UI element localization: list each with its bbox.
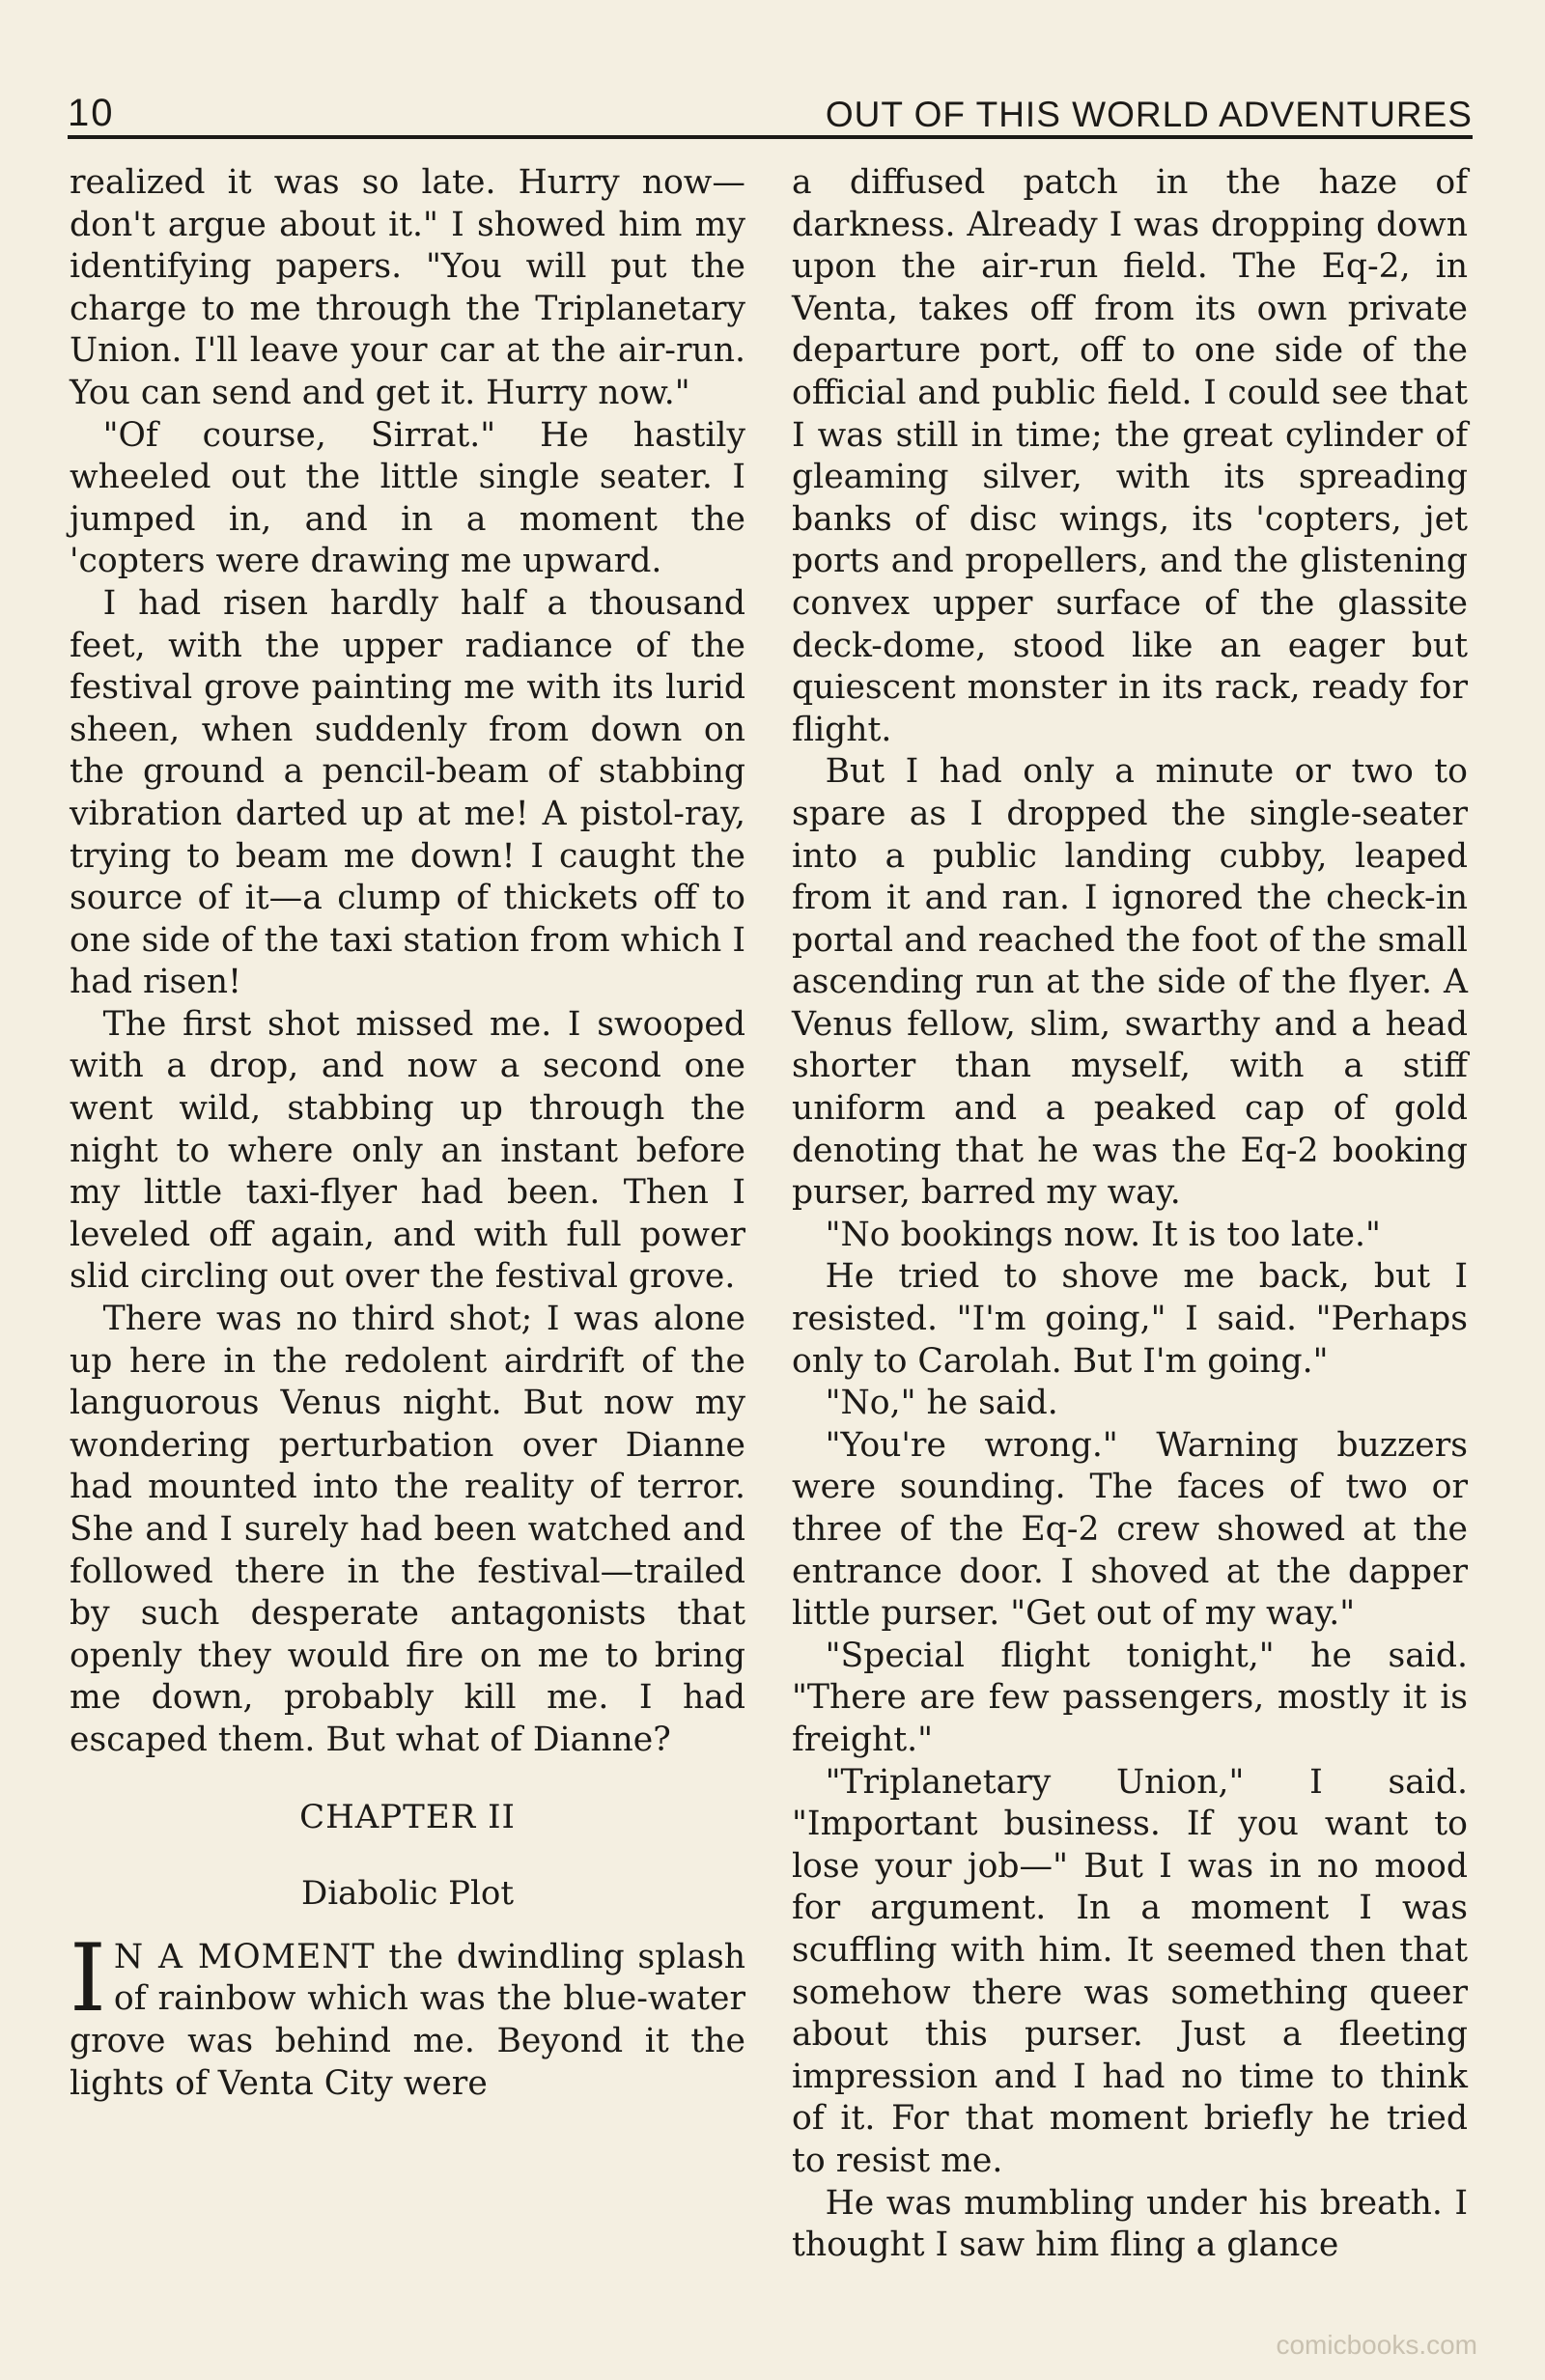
chapter-title: Diabolic Plot bbox=[300, 1874, 515, 1914]
chapter-opening-text: the dwindling splash of rainbow which was the blue-water grove was behind me. Beyond it the lights of Venta City were bbox=[70, 1937, 746, 2103]
paragraph: But I had only a minute or two to spare as I dropped the single-seater into a public landing cubby, leaped from it and ran. I ignored the check-in portal and reached the foot of the small ascending run at the side of the flyer. A Venus fellow, slim, swarthy and a head shorter than myself, with a stiff uniform and a peaked cap of gold denoting that he was the Eq-2 booking purser, barred my way. bbox=[792, 752, 1468, 1213]
chapter-heading: CHAPTER II bbox=[299, 1797, 516, 1836]
paragraph: realized it was so late. Hurry now—don't argue about it." I showed him my identifying papers. "You will put the charge to me through the Triplanetary Union. I'll leave your car at the air-run. You can send and get it. Hurry now." bbox=[70, 163, 745, 412]
right-column bbox=[792, 162, 1468, 2267]
paragraph: There was no third shot; I was alone up here in the redolent airdrift of the languorous Venus night. But now my wondering perturbation over Dianne had mounted into the reality of terror. She and I surely had been watched and followed there in the festival—trailed by such desperate antagonists that openly they would fire on me to bring me down, probably kill me. I had escaped them. But what of Dianne? bbox=[70, 1300, 745, 1759]
chapter-opening-paragraph bbox=[70, 1923, 746, 2105]
drop-cap: I bbox=[70, 1923, 106, 2032]
page-header bbox=[68, 68, 1473, 135]
paragraph: "Special flight tonight," he said. "There are few passengers, mostly it is freight." bbox=[792, 1636, 1468, 1759]
paragraph: He was mumbling under his breath. I thought I saw him fling a glance bbox=[792, 2183, 1468, 2265]
watermark: comicbooks.com bbox=[1276, 2330, 1477, 2360]
paragraph: The first shot missed me. I swooped with a drop, and now a second one went wild, stabbing up through the night to where only an instant before my little taxi-flyer had been. Then I leveled off again, and with full power slid circling out over the festival grove. bbox=[70, 1004, 745, 1297]
running-title: OUT OF THIS WORLD ADVENTURES bbox=[825, 95, 1473, 134]
paragraph: I had risen hardly half a thousand feet, with the upper radiance of the festival grove painting me with its lurid sheen, when suddenly from down on the ground a pencil-beam of stabbing vibration darted up at me! A pistol-ray, trying to beam me down! I caught the source of it—a clump of thickets off to one side of the taxi station from which I had risen! bbox=[70, 583, 745, 1002]
paragraph: "No," he said. bbox=[825, 1384, 1058, 1423]
page-number: 10 bbox=[68, 92, 115, 134]
paragraph: "Triplanetary Union," I said. "Important business. If you want to lose your job—" But I was in no mood for argument. In a moment I was scuffling with him. It seemed then that somehow there was something queer about this purser. Just a fleeting impression and I had no time to think of it. For that moment briefly he tried to resist me. bbox=[792, 1762, 1468, 2180]
left-column bbox=[70, 162, 745, 2105]
paragraph: He tried to shove me back, but I resisted. "I'm going," I said. "Perhaps only to Carolah. But I'm going." bbox=[792, 1257, 1468, 1381]
chapter-lead-words: N A MOMENT bbox=[113, 1937, 376, 1976]
header-rule bbox=[68, 135, 1473, 139]
paragraph: "You're wrong." Warning buzzers were sounding. The faces of two or three of the Eq-2 crew showed at the entrance door. I shoved at the dapper little purser. "Get out of my way." bbox=[792, 1425, 1468, 1634]
paragraph: a diffused patch in the haze of darkness. Already I was dropping down upon the air-run field. The Eq-2, in Venta, takes off from its own private departure port, off to one side of the official and public field. I could see that I was still in time; the great cylinder of gleaming silver, with its spreading banks of disc wings, its 'copters, jet ports and propellers, and the glistening convex upper surface of the glassite deck-dome, stood like an eager but quiescent monster in its rack, ready for flight. bbox=[792, 163, 1468, 749]
paragraph: "Of course, Sirrat." He hastily wheeled out the little single seater. I jumped in, and in a moment the 'copters were drawing me upward. bbox=[70, 415, 745, 581]
paragraph: "No bookings now. It is too late." bbox=[825, 1215, 1381, 1254]
